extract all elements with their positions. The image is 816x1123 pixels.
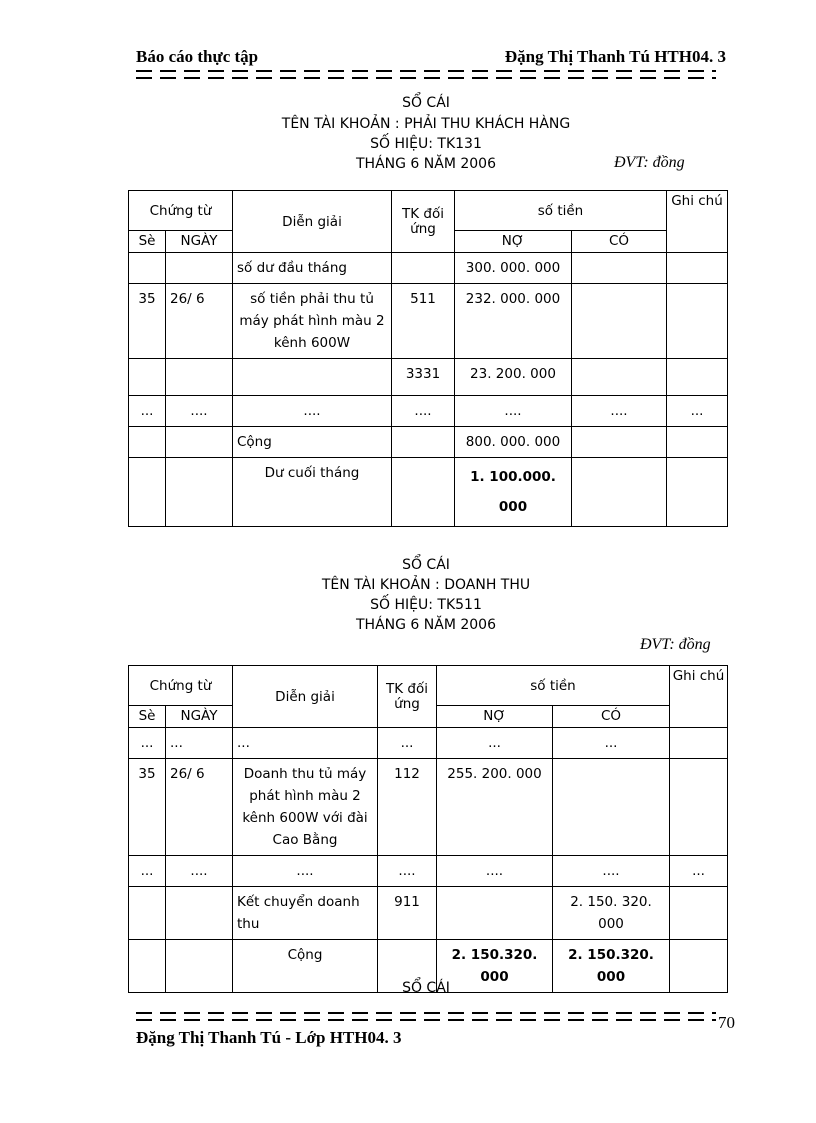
col-debit: NỢ	[455, 231, 572, 253]
cell-note	[670, 759, 728, 856]
cell-tk: 911	[378, 887, 437, 940]
col-amount: số tiền	[437, 666, 670, 706]
cell-tk: ....	[392, 396, 455, 427]
cell-credit: 2. 150.320. 000	[553, 940, 670, 993]
cell-desc: số tiền phải thu tủ máy phát hình màu 2 kênh 600W	[233, 284, 392, 359]
header-right: Đặng Thị Thanh Tú HTH04. 3	[504, 47, 726, 66]
cell-note: ...	[670, 856, 728, 887]
ledger2-title: SỔ CÁI	[402, 557, 450, 573]
cell-note	[667, 284, 728, 359]
cell-no	[129, 427, 166, 458]
cell-date	[166, 887, 233, 940]
cell-no	[129, 253, 166, 284]
table-row	[129, 427, 728, 458]
cell-note	[667, 458, 728, 527]
cell-desc: Kết chuyển doanh thu	[233, 887, 378, 940]
ledger1-unit: ĐVT: đồng	[614, 154, 685, 171]
cell-credit	[572, 284, 667, 359]
cell-desc: Doanh thu tủ máy phát hình màu 2 kênh 600W với đài Cao Bằng	[233, 759, 378, 856]
table-row	[129, 759, 728, 856]
cell-no	[129, 359, 166, 396]
ledger2-period: THÁNG 6 NĂM 2006	[356, 617, 496, 633]
cell-tk: 511	[392, 284, 455, 359]
cell-debit: 23. 200. 000	[455, 359, 572, 396]
cell-date: 26/ 6	[166, 284, 233, 359]
cell-debit: 300. 000. 000	[455, 253, 572, 284]
cell-date: ....	[166, 856, 233, 887]
cell-tk: 112	[378, 759, 437, 856]
cell-credit	[572, 458, 667, 527]
cell-credit: ...	[553, 728, 670, 759]
cell-tk: ....	[378, 856, 437, 887]
footer-divider	[136, 1012, 716, 1021]
cell-desc: Cộng	[233, 940, 378, 993]
cell-no: 35	[129, 759, 166, 856]
table-row	[129, 728, 728, 759]
col-credit: CÓ	[553, 706, 670, 728]
table-row	[129, 359, 728, 396]
col-voucher: Chứng từ	[129, 191, 233, 231]
col-no: Sè	[129, 706, 166, 728]
col-date: NGÀY	[166, 706, 233, 728]
cell-no: ...	[129, 728, 166, 759]
cell-date: ...	[166, 728, 233, 759]
ledger1-table	[128, 190, 728, 527]
footer-author: Đặng Thị Thanh Tú - Lớp HTH04. 3	[136, 1028, 402, 1047]
cell-desc: ....	[233, 396, 392, 427]
table-row	[129, 887, 728, 940]
col-date: NGÀY	[166, 231, 233, 253]
cell-tk: 3331	[392, 359, 455, 396]
cell-date	[166, 359, 233, 396]
cell-desc: Dư cuối tháng	[233, 458, 392, 527]
cell-credit: ....	[553, 856, 670, 887]
cell-debit: ....	[455, 396, 572, 427]
header-left: Báo cáo thực tập	[136, 47, 259, 66]
cell-note	[670, 887, 728, 940]
col-desc: Diễn giải	[233, 666, 378, 728]
cell-tk: ...	[378, 728, 437, 759]
col-desc: Diễn giải	[233, 191, 392, 253]
table-row	[129, 856, 728, 887]
col-tk: TK đối ứng	[392, 191, 455, 253]
cell-date: 26/ 6	[166, 759, 233, 856]
ledger2-table	[128, 665, 728, 993]
cell-debit: ....	[437, 856, 553, 887]
page-number: 70	[718, 1013, 735, 1032]
ledger1-period: THÁNG 6 NĂM 2006	[356, 156, 496, 172]
cell-tk	[392, 458, 455, 527]
cell-no: ...	[129, 396, 166, 427]
cell-credit	[553, 759, 670, 856]
cell-no: ...	[129, 856, 166, 887]
ledger2-unit: ĐVT: đồng	[640, 636, 711, 653]
cell-date	[166, 427, 233, 458]
cell-credit: 2. 150. 320. 000	[553, 887, 670, 940]
col-amount: số tiền	[455, 191, 667, 231]
cell-note: ...	[667, 396, 728, 427]
col-voucher: Chứng từ	[129, 666, 233, 706]
ledger1-account-no: SỐ HIỆU: TK131	[370, 136, 482, 152]
cell-credit: ....	[572, 396, 667, 427]
cell-date	[166, 253, 233, 284]
cell-tk	[392, 253, 455, 284]
table-row	[129, 253, 728, 284]
table-row	[129, 396, 728, 427]
header-divider	[136, 70, 716, 79]
col-note: Ghi chú	[667, 191, 728, 253]
col-tk: TK đối ứng	[378, 666, 437, 728]
cell-credit	[572, 253, 667, 284]
cell-debit	[437, 887, 553, 940]
trailing-title: SỔ CÁI	[402, 980, 450, 996]
cell-tk	[392, 427, 455, 458]
cell-debit: 1. 100.000. 000	[455, 458, 572, 527]
cell-date: ....	[166, 396, 233, 427]
table-row	[129, 284, 728, 359]
cell-no: 35	[129, 284, 166, 359]
cell-debit: 2. 150.320. 000	[437, 940, 553, 993]
col-debit: NỢ	[437, 706, 553, 728]
cell-note	[667, 359, 728, 396]
col-note: Ghi chú	[670, 666, 728, 728]
cell-desc: Cộng	[233, 427, 392, 458]
ledger2-account-name: TÊN TÀI KHOẢN : DOANH THU	[321, 577, 531, 593]
cell-credit	[572, 427, 667, 458]
cell-no	[129, 458, 166, 527]
cell-desc: ....	[233, 856, 378, 887]
ledger2-account-no: SỐ HIỆU: TK511	[370, 597, 482, 613]
ledger1-account-name: TÊN TÀI KHOẢN : PHẢI THU KHÁCH HÀNG	[281, 116, 571, 132]
cell-desc: số dư đầu tháng	[233, 253, 392, 284]
cell-desc: ...	[233, 728, 378, 759]
cell-debit: 800. 000. 000	[455, 427, 572, 458]
cell-desc	[233, 359, 392, 396]
cell-date	[166, 458, 233, 527]
cell-debit: 255. 200. 000	[437, 759, 553, 856]
ledger1-title: SỔ CÁI	[402, 95, 450, 111]
cell-note	[667, 427, 728, 458]
col-no: Sè	[129, 231, 166, 253]
cell-note	[667, 253, 728, 284]
cell-note	[670, 728, 728, 759]
cell-debit: 232. 000. 000	[455, 284, 572, 359]
col-credit: CÓ	[572, 231, 667, 253]
table-row	[129, 458, 728, 527]
cell-debit: ...	[437, 728, 553, 759]
cell-no	[129, 887, 166, 940]
cell-credit	[572, 359, 667, 396]
